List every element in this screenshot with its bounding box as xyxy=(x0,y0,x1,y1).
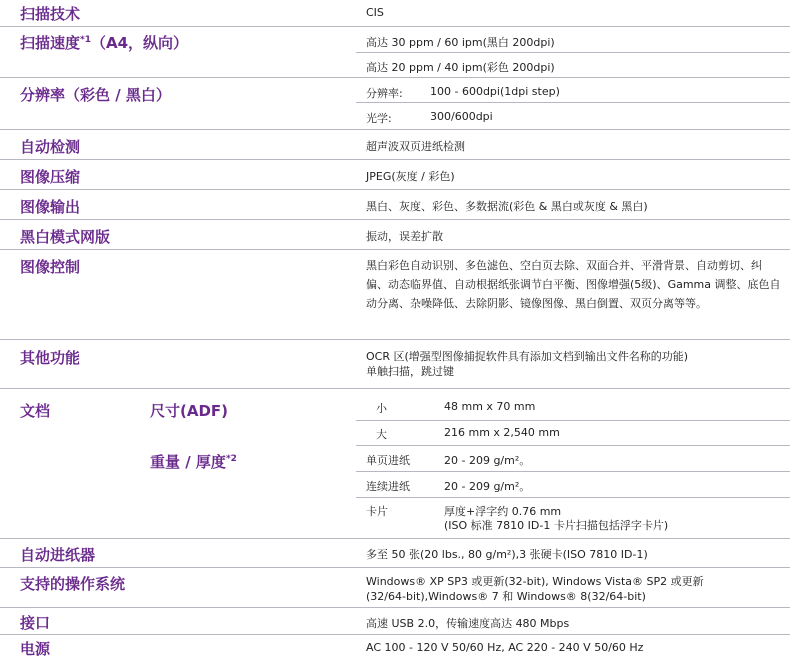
spec-key: 分辨率: xyxy=(366,87,403,100)
divider xyxy=(356,445,790,446)
spec-value: (32/64-bit),Windows® 7 和 Windows® 8(32/64-bit) xyxy=(366,590,646,603)
spec-label: 图像压缩 xyxy=(20,168,81,186)
divider xyxy=(0,189,790,190)
spec-value: 厚度+浮字约 0.76 mm xyxy=(444,505,562,518)
divider xyxy=(0,129,790,130)
spec-value: (ISO 标准 7810 ID-1 卡片扫描包括浮字卡片) xyxy=(444,519,669,532)
divider xyxy=(0,26,790,27)
divider xyxy=(0,219,790,220)
divider xyxy=(0,339,790,340)
spec-value: 高达 30 ppm / 60 ipm(黑白 200dpi) xyxy=(366,36,555,49)
divider xyxy=(0,159,790,160)
spec-label: 电源 xyxy=(20,640,51,658)
spec-label: 图像输出 xyxy=(20,198,81,216)
spec-value: CIS xyxy=(366,6,384,19)
spec-key: 大 xyxy=(376,428,387,441)
spec-label: 自动检测 xyxy=(20,138,81,156)
spec-value: 48 mm x 70 mm xyxy=(444,400,536,413)
spec-label: 支持的操作系统 xyxy=(20,575,126,593)
spec-label: 黑白模式网版 xyxy=(20,228,111,246)
spec-label: 自动进纸器 xyxy=(20,546,96,564)
spec-sublabel-weight: 重量 / 厚度$^{*2}$ xyxy=(150,453,237,471)
divider xyxy=(0,538,790,539)
divider xyxy=(356,471,790,472)
spec-value: 黑白彩色自动识别、多色滤色、空白页去除、双面合并、平滑背景、自动剪切、纠偏、动态临界值、自动根据纸张调节白平衡、图像增强(5级)、Gamma 调整、底色自动分离、杂噪降低、去除阴影、镜像图像、黑白倒置、双页分离等等。 xyxy=(366,259,781,310)
spec-key: 单页进纸 xyxy=(366,454,410,467)
spec-key: 卡片 xyxy=(366,505,388,518)
spec-value: 单触扫描，跳过键 xyxy=(366,365,454,378)
spec-value: 高速 USB 2.0，传输速度高达 480 Mbps xyxy=(366,617,570,630)
spec-value: 300/600dpi xyxy=(430,110,493,123)
divider xyxy=(0,634,790,635)
divider xyxy=(0,77,790,78)
divider xyxy=(356,52,790,53)
divider xyxy=(0,607,790,608)
spec-key: 小 xyxy=(376,402,387,415)
divider xyxy=(356,102,790,103)
spec-value: OCR 区(增强型图像捕捉软件具有添加文档到输出文件名称的功能) xyxy=(366,350,689,363)
spec-value: 高达 20 ppm / 40 ipm(彩色 200dpi) xyxy=(366,61,555,74)
spec-value: 黑白、灰度、彩色、多数据流(彩色 & 黑白或灰度 & 黑白) xyxy=(366,200,648,213)
spec-label: 其他功能 xyxy=(20,349,81,367)
divider xyxy=(0,249,790,250)
spec-label: 扫描技术 xyxy=(20,5,81,23)
spec-key: 光学: xyxy=(366,112,392,125)
divider xyxy=(0,567,790,568)
spec-sublabel-size: 尺寸(ADF) xyxy=(150,402,229,420)
spec-key: 连续进纸 xyxy=(366,480,410,493)
spec-value: 100 - 600dpi(1dpi step) xyxy=(430,85,560,98)
spec-value: JPEG(灰度 / 彩色) xyxy=(366,170,455,183)
spec-value: 振动，误差扩散 xyxy=(366,230,443,243)
spec-value: Windows® XP SP3 或更新(32-bit), Windows Vista® SP2 或更新 xyxy=(366,575,704,588)
spec-label: 扫描速度$^{*1}$（A4，纵向） xyxy=(20,34,189,52)
spec-value: 20 - 209 g/m²。 xyxy=(444,454,531,467)
divider xyxy=(356,420,790,421)
spec-label: 文档 xyxy=(20,402,51,420)
spec-value: AC 100 - 120 V 50/60 Hz, AC 220 - 240 V 50/60 Hz xyxy=(366,641,644,654)
spec-label: 分辨率（彩色 / 黑白） xyxy=(20,86,171,104)
spec-value: 216 mm x 2,540 mm xyxy=(444,426,560,439)
spec-value: 多至 50 张(20 lbs., 80 g/m²),3 张硬卡(ISO 7810 ID-1) xyxy=(366,548,648,561)
spec-label: 图像控制 xyxy=(20,258,81,276)
divider xyxy=(0,388,790,389)
spec-label: 接口 xyxy=(20,614,51,632)
spec-value: 超声波双页进纸检测 xyxy=(366,140,465,153)
divider xyxy=(356,497,790,498)
spec-value: 20 - 209 g/m²。 xyxy=(444,480,531,493)
